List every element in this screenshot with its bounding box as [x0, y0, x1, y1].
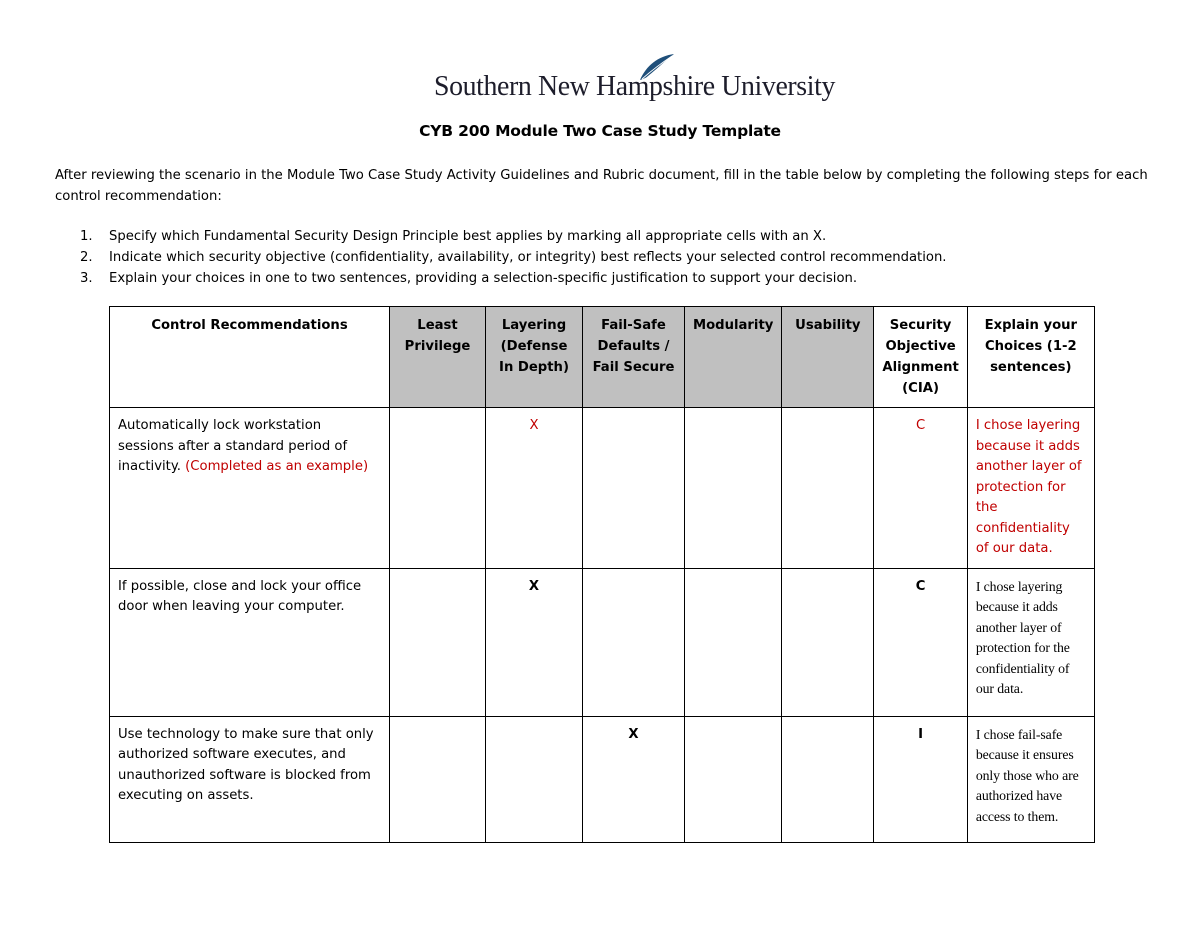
logo-wordmark: Southern New Hampshire University — [434, 70, 835, 102]
table-row — [110, 568, 1095, 716]
fail-safe-cell: X — [583, 716, 685, 842]
table-header-row — [110, 307, 1095, 408]
recommendation-cell: Use technology to make sure that only authorized software executes, and unauthorized software is blocked from executing on assets. — [110, 716, 390, 842]
recommendation-cell: If possible, close and lock your office door when leaving your computer. — [110, 568, 390, 716]
usability-cell — [782, 408, 874, 569]
steps-list — [80, 226, 947, 289]
control-recommendations-table — [109, 306, 1095, 843]
fail-safe-cell — [583, 568, 685, 716]
explanation-cell: I chose layering because it adds another layer of protection for the confidentiality of our data. — [967, 408, 1094, 569]
explanation-cell: I chose fail-safe because it ensures only those who are authorized have access to them. — [967, 716, 1094, 842]
least-privilege-cell — [390, 716, 486, 842]
header-fail-safe: Fail-Safe Defaults / Fail Secure — [583, 307, 685, 408]
intro-paragraph: After reviewing the scenario in the Module Two Case Study Activity Guidelines and Rubric document, fill in the table below by completing the following steps for each control recommendation: — [55, 168, 1148, 204]
cia-cell: C — [874, 408, 967, 569]
header-explanation: Explain your Choices (1-2 sentences) — [967, 307, 1094, 408]
layering-cell: X — [486, 568, 583, 716]
table-row — [110, 716, 1095, 842]
recommendation-cell: Automatically lock workstation sessions after a standard period of inactivity. (Completed as an example) — [110, 408, 390, 569]
header-modularity: Modularity — [685, 307, 782, 408]
header-cia: Security Objective Alignment (CIA) — [874, 307, 967, 408]
modularity-cell — [685, 408, 782, 569]
header-layering: Layering (Defense In Depth) — [486, 307, 583, 408]
cia-cell: I — [874, 716, 967, 842]
cia-cell: C — [874, 568, 967, 716]
document-title: CYB 200 Module Two Case Study Template — [419, 122, 781, 140]
header-least-privilege: Least Privilege — [390, 307, 486, 408]
list-item: 2. Indicate which security objective (confidentiality, availability, or integrity) best reflects your selected control recommendation. — [80, 250, 947, 265]
usability-cell — [782, 568, 874, 716]
list-item: 1. Specify which Fundamental Security Design Principle best applies by marking all appropriate cells with an X. — [80, 229, 827, 244]
list-item: 3. Explain your choices in one to two sentences, providing a selection-specific justification to support your decision. — [80, 271, 858, 286]
modularity-cell — [685, 716, 782, 842]
header-usability: Usability — [782, 307, 874, 408]
modularity-cell — [685, 568, 782, 716]
header-control-recommendations: Control Recommendations — [110, 307, 390, 408]
fail-safe-cell — [583, 408, 685, 569]
least-privilege-cell — [390, 408, 486, 569]
least-privilege-cell — [390, 568, 486, 716]
usability-cell — [782, 716, 874, 842]
layering-cell — [486, 716, 583, 842]
explanation-cell: I chose layering because it adds another layer of protection for the confidentiality of our data. — [967, 568, 1094, 716]
university-logo — [434, 52, 835, 104]
table-row — [110, 408, 1095, 569]
layering-cell: X — [486, 408, 583, 569]
example-note: (Completed as an example) — [185, 459, 369, 474]
